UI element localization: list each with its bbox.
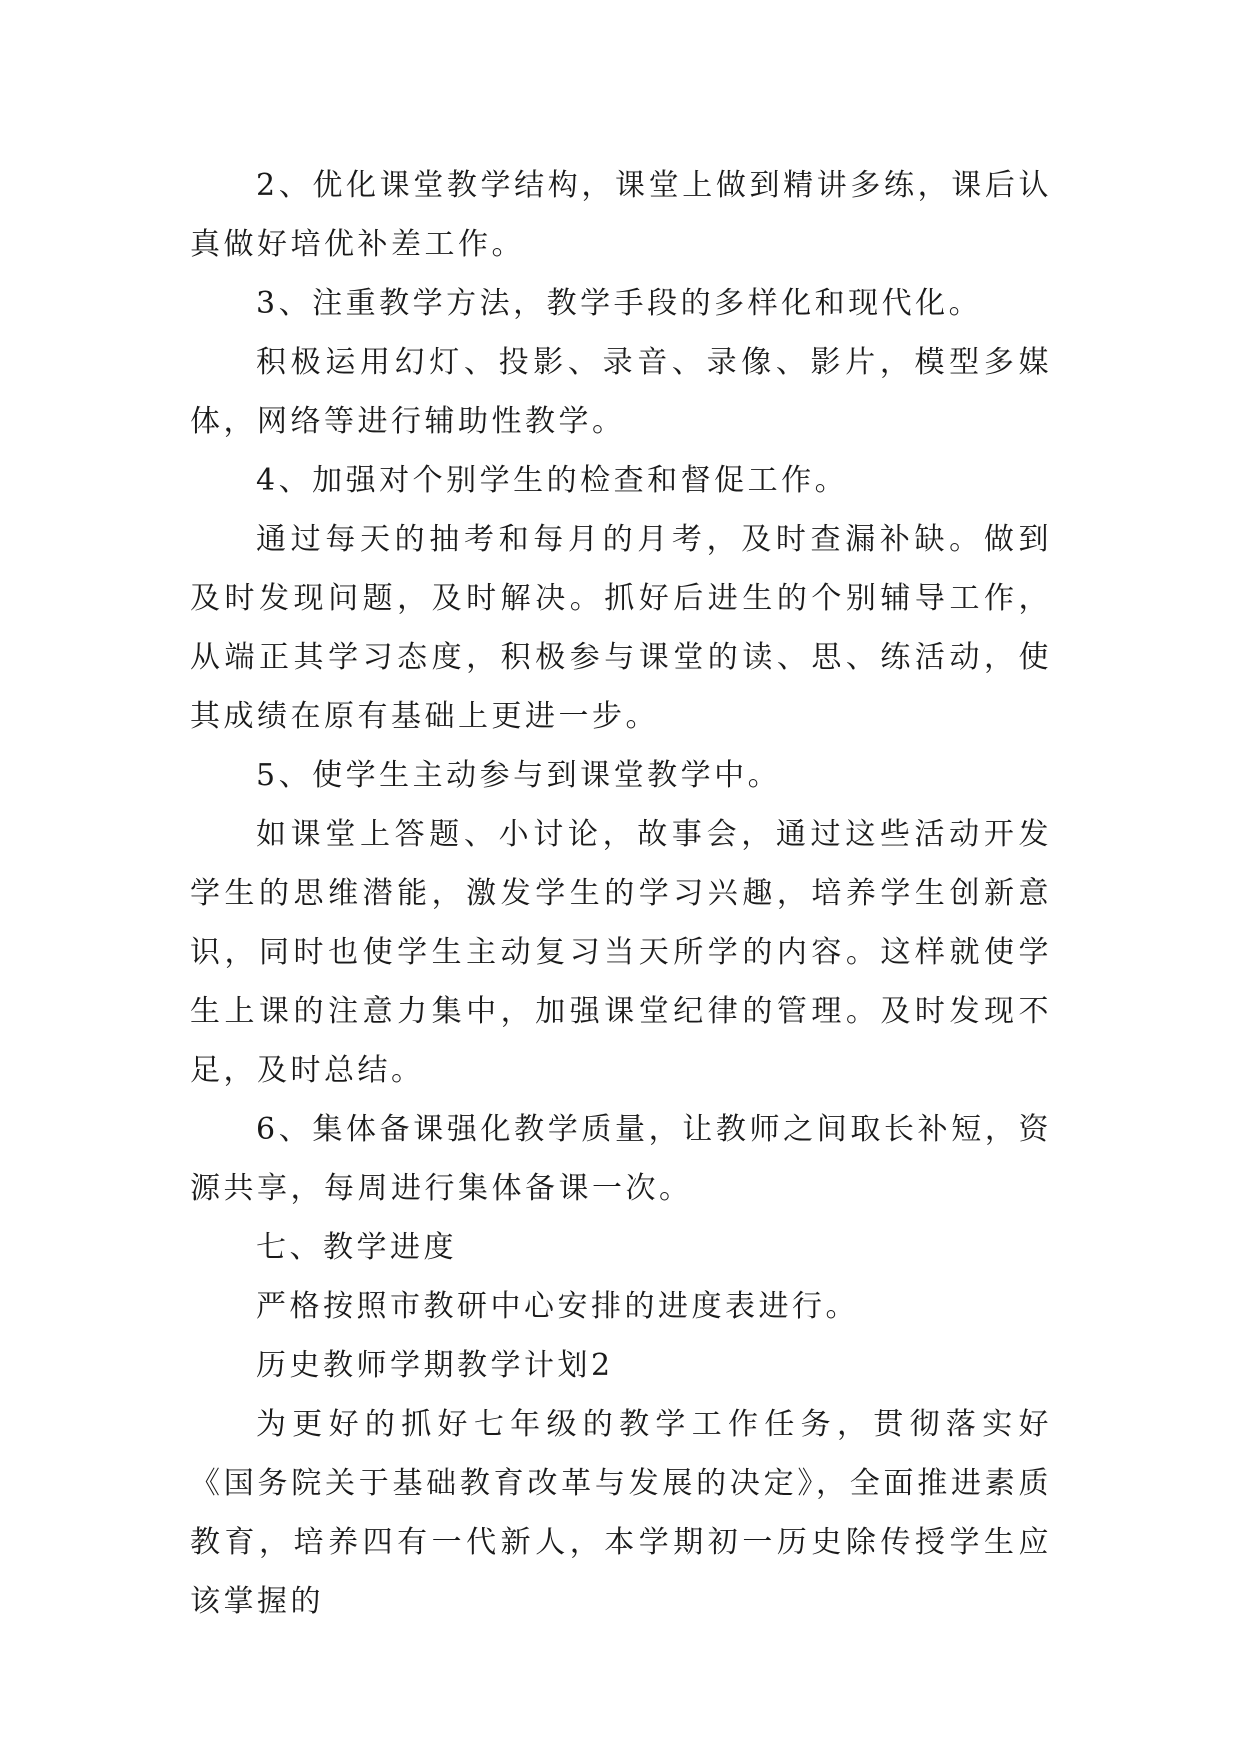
- paragraph: 3、注重教学方法，教学手段的多样化和现代化。: [256, 286, 983, 321]
- paragraph: 4、加强对个别学生的检查和督促工作。: [256, 463, 849, 498]
- paragraph: 严格按照市教研中心安排的进度表进行。: [256, 1289, 859, 1324]
- document-subtitle: 历史教师学期教学计划2: [256, 1348, 614, 1383]
- paragraph: 为更好的抓好七年级的教学工作任务，贯彻落实好《国务院关于基础教育改革与发展的决定》，全面推进素质教育，培养四有一代新人，本学期初一历史除传授学生应该掌握的: [190, 1407, 1052, 1619]
- paragraph: 5、使学生主动参与到课堂教学中。: [256, 758, 782, 793]
- paragraph: 通过每天的抽考和每月的月考，及时查漏补缺。做到及时发现问题，及时解决。抓好后进生的个别辅导工作，从端正其学习态度，积极参与课堂的读、思、练活动，使其成绩在原有基础上更进一步。: [190, 522, 1052, 734]
- paragraph: 如课堂上答题、小讨论，故事会，通过这些活动开发学生的思维潜能，激发学生的学习兴趣，培养学生创新意识，同时也使学生主动复习当天所学的内容。这样就使学生上课的注意力集中，加强课堂纪律的管理。及时发现不足，及时总结。: [190, 817, 1052, 1088]
- paragraph: 积极运用幻灯、投影、录音、录像、影片，模型多媒体，网络等进行辅助性教学。: [190, 345, 1052, 439]
- paragraph: 2、优化课堂教学结构，课堂上做到精讲多练，课后认真做好培优补差工作。: [190, 168, 1052, 262]
- section-heading: 七、教学进度: [256, 1230, 457, 1265]
- paragraph: 6、集体备课强化教学质量，让教师之间取长补短，资源共享，每周进行集体备课一次。: [190, 1112, 1052, 1206]
- document-body: [190, 156, 1052, 1631]
